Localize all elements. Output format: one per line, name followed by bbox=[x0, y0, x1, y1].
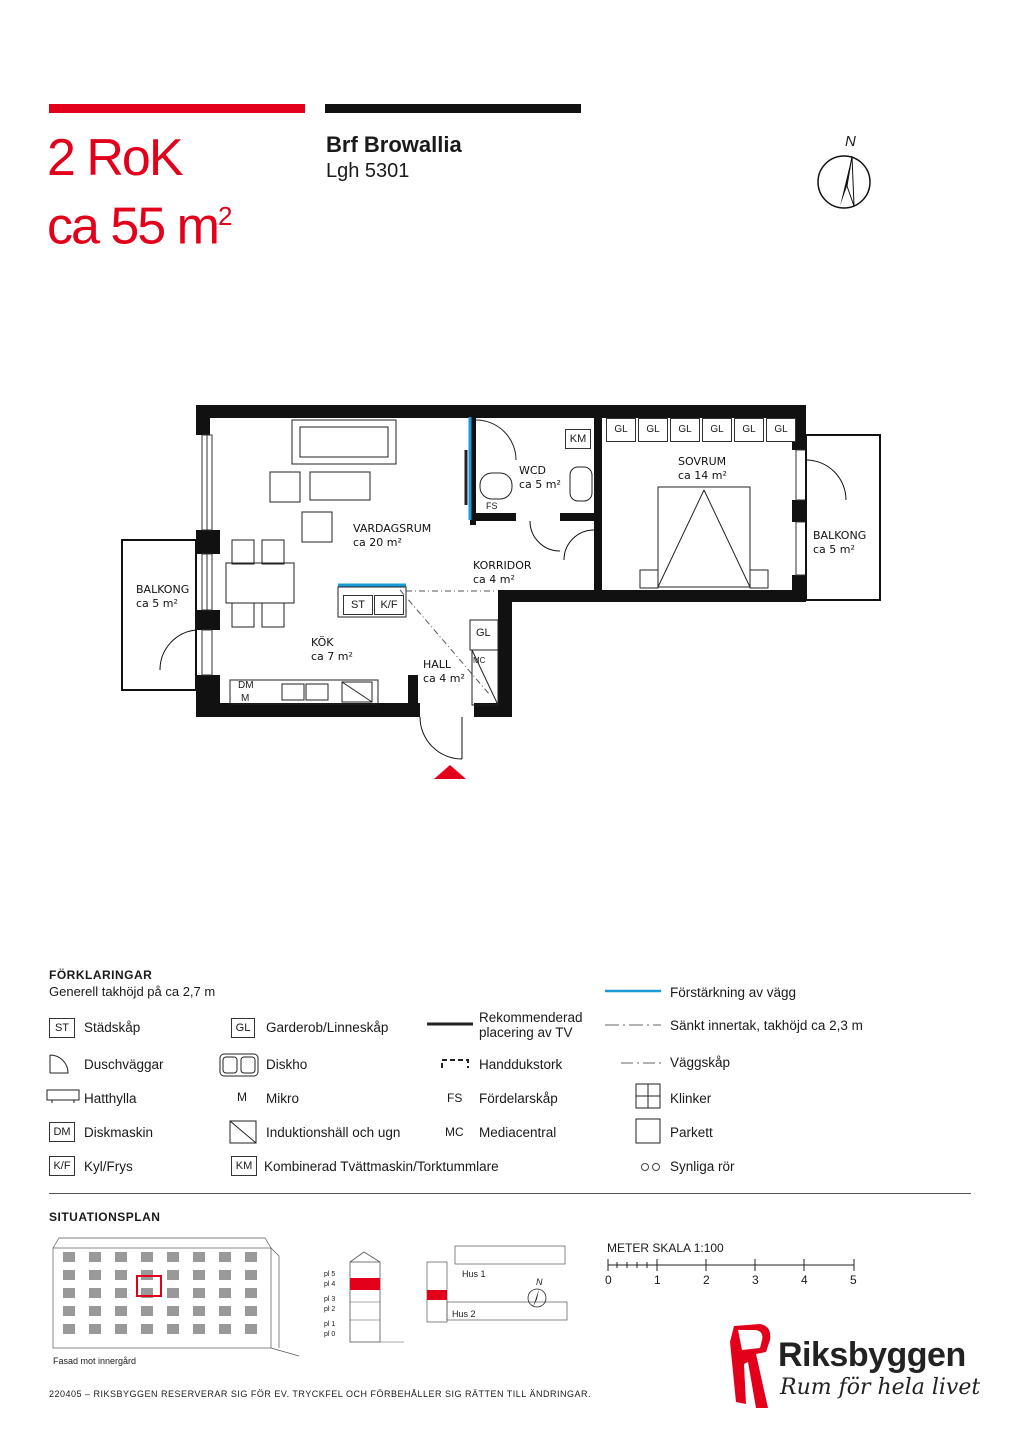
facade-label: Fasad mot innergård bbox=[53, 1356, 137, 1366]
sink-icon bbox=[219, 1053, 259, 1077]
scale-bar bbox=[607, 1257, 857, 1273]
wardrobe-gl: GL bbox=[766, 418, 796, 442]
riksbyggen-logo-icon bbox=[726, 1322, 776, 1410]
room-vardagsrum bbox=[353, 522, 431, 550]
visible-pipes-icon bbox=[640, 1162, 662, 1172]
legend-text: Induktionshäll och ugn bbox=[266, 1125, 401, 1140]
wardrobe-gl: GL bbox=[734, 418, 764, 442]
legend-text: Rekommenderad placering av TV bbox=[479, 1010, 583, 1040]
divider bbox=[49, 1193, 971, 1194]
footer-disclaimer: 220405 – RIKSBYGGEN RESERVERAR SIG FÖR EV. TRYCKFEL OCH FÖRBEHÅLLER SIG RÄTTEN TILL ÄNDRINGAR. bbox=[49, 1389, 591, 1399]
legend-symbol-dm: DM bbox=[49, 1122, 75, 1142]
room-area: ca 20 m² bbox=[353, 536, 402, 549]
room-area: ca 4 m² bbox=[423, 672, 465, 685]
wardrobe-gl: GL bbox=[702, 418, 732, 442]
room-name: KÖK bbox=[311, 636, 334, 649]
apartment-area-sup: 2 bbox=[217, 201, 231, 231]
site-map bbox=[425, 1242, 575, 1342]
legend-text: Hatthylla bbox=[84, 1091, 137, 1106]
room-name: KORRIDOR bbox=[473, 559, 532, 572]
legend-text: Diskmaskin bbox=[84, 1125, 154, 1140]
section-drawing bbox=[348, 1250, 408, 1350]
legend-subtitle: Generell takhöjd på ca 2,7 m bbox=[49, 984, 216, 999]
legend-text: Väggskåp bbox=[670, 1055, 731, 1070]
scale-tick: 3 bbox=[752, 1273, 759, 1287]
logo-tagline: Rum för hela livet bbox=[780, 1375, 981, 1400]
km-label: KM bbox=[565, 429, 591, 449]
scale-tick: 4 bbox=[801, 1273, 808, 1287]
scale-tick: 0 bbox=[605, 1273, 612, 1287]
scale-tick: 5 bbox=[850, 1273, 857, 1287]
legend-symbol-st: ST bbox=[49, 1018, 75, 1038]
room-hall bbox=[423, 658, 465, 686]
room-kok bbox=[311, 636, 353, 664]
situation-title: SITUATIONSPLAN bbox=[49, 1210, 161, 1224]
room-korridor bbox=[473, 559, 532, 587]
room-name: HALL bbox=[423, 658, 452, 671]
header-red-bar bbox=[49, 104, 305, 113]
legend-text: Klinker bbox=[670, 1091, 712, 1106]
room-name: BALKONG bbox=[813, 529, 867, 542]
legend-text: Mediacentral bbox=[479, 1125, 557, 1140]
legend-text: Parkett bbox=[670, 1125, 713, 1140]
room-name: WCD bbox=[519, 464, 547, 477]
room-area: ca 14 m² bbox=[678, 469, 727, 482]
wardrobe-gl: GL bbox=[638, 418, 668, 442]
floor-label: pl 4 bbox=[324, 1281, 336, 1288]
legend-symbol-kf: K/F bbox=[49, 1156, 75, 1176]
legend-text: Handdukstork bbox=[479, 1057, 563, 1072]
site-north-label: N bbox=[536, 1277, 543, 1287]
st-label: ST bbox=[343, 595, 373, 615]
scale-title: METER SKALA 1:100 bbox=[607, 1241, 724, 1255]
room-name: VARDAGSRUM bbox=[353, 522, 432, 535]
legend-title: FÖRKLARINGAR bbox=[49, 968, 153, 982]
floor-label: pl 1 bbox=[324, 1321, 336, 1328]
legend-text: Diskho bbox=[266, 1057, 308, 1072]
legend-symbol-km: KM bbox=[231, 1156, 257, 1176]
legend-text: Garderob/Linneskåp bbox=[266, 1020, 389, 1035]
north-arrow-icon bbox=[810, 130, 876, 214]
kf-label: K/F bbox=[374, 595, 404, 615]
scale-tick: 1 bbox=[654, 1273, 661, 1287]
legend-text: Förstärkning av vägg bbox=[670, 985, 797, 1000]
header-black-bar bbox=[325, 104, 581, 113]
floor-label: pl 3 bbox=[324, 1296, 336, 1303]
project-name: Brf Browallia bbox=[326, 132, 462, 157]
apartment-type: 2 RoK bbox=[47, 129, 182, 187]
room-area: ca 5 m² bbox=[519, 478, 561, 491]
north-label: N bbox=[845, 133, 856, 150]
legend-symbol-fs: FS bbox=[447, 1091, 463, 1105]
gl-hall-label: GL bbox=[476, 627, 491, 639]
legend-text: Kyl/Frys bbox=[84, 1159, 133, 1174]
legend-text: Sänkt innertak, takhöjd ca 2,3 m bbox=[670, 1018, 863, 1033]
legend-text: Städskåp bbox=[84, 1020, 141, 1035]
hus1-label: Hus 1 bbox=[462, 1269, 486, 1279]
legend-text: Fördelarskåp bbox=[479, 1091, 558, 1106]
floor-plan bbox=[110, 395, 900, 795]
legend-symbol-m: M bbox=[237, 1090, 247, 1104]
hat-shelf-icon bbox=[46, 1089, 80, 1105]
towel-rail-icon bbox=[440, 1058, 470, 1070]
wall-cabinet-icon bbox=[620, 1060, 662, 1066]
legend-text: Kombinerad Tvättmaskin/Torktummlare bbox=[264, 1159, 499, 1174]
logo-name: Riksbyggen bbox=[778, 1336, 966, 1374]
room-name: SOVRUM bbox=[678, 455, 727, 468]
legend-text: Duschväggar bbox=[84, 1057, 164, 1072]
legend-text: Synliga rör bbox=[670, 1159, 735, 1174]
apartment-area-value: ca 55 m bbox=[47, 197, 218, 256]
parquet-icon bbox=[635, 1118, 661, 1144]
mc-label: MC bbox=[473, 656, 486, 665]
m-label: M bbox=[241, 693, 250, 704]
legend-text: Mikro bbox=[266, 1091, 299, 1106]
room-area: ca 7 m² bbox=[311, 650, 353, 663]
reinforcement-icon bbox=[604, 988, 662, 994]
shower-wall-icon bbox=[48, 1053, 72, 1075]
scale-tick: 2 bbox=[703, 1273, 710, 1287]
unit-number: Lgh 5301 bbox=[326, 160, 410, 182]
room-balkong-right bbox=[813, 529, 866, 557]
hus2-label: Hus 2 bbox=[452, 1309, 476, 1319]
legend-symbol-mc: MC bbox=[445, 1125, 464, 1139]
room-balkong-left bbox=[136, 583, 189, 611]
wardrobe-row bbox=[606, 418, 796, 442]
room-area: ca 4 m² bbox=[473, 573, 515, 586]
induction-hob-icon bbox=[229, 1120, 257, 1144]
lowered-ceiling-icon bbox=[604, 1022, 662, 1028]
fs-label: FS bbox=[486, 501, 498, 511]
floor-label: pl 2 bbox=[324, 1306, 336, 1313]
tv-placement-icon bbox=[426, 1020, 474, 1028]
floor-label: pl 5 bbox=[324, 1271, 336, 1278]
room-area: ca 5 m² bbox=[136, 597, 178, 610]
apartment-area bbox=[47, 188, 230, 254]
tile-icon bbox=[635, 1083, 661, 1109]
wardrobe-gl: GL bbox=[606, 418, 636, 442]
legend-symbol-gl: GL bbox=[231, 1018, 255, 1038]
room-wcd bbox=[519, 464, 561, 492]
room-sovrum bbox=[678, 455, 727, 483]
dm-label: DM bbox=[238, 680, 254, 691]
facade-drawing bbox=[49, 1228, 309, 1358]
room-area: ca 5 m² bbox=[813, 543, 855, 556]
floor-label: pl 0 bbox=[324, 1331, 336, 1338]
wardrobe-gl: GL bbox=[670, 418, 700, 442]
room-name: BALKONG bbox=[136, 583, 190, 596]
